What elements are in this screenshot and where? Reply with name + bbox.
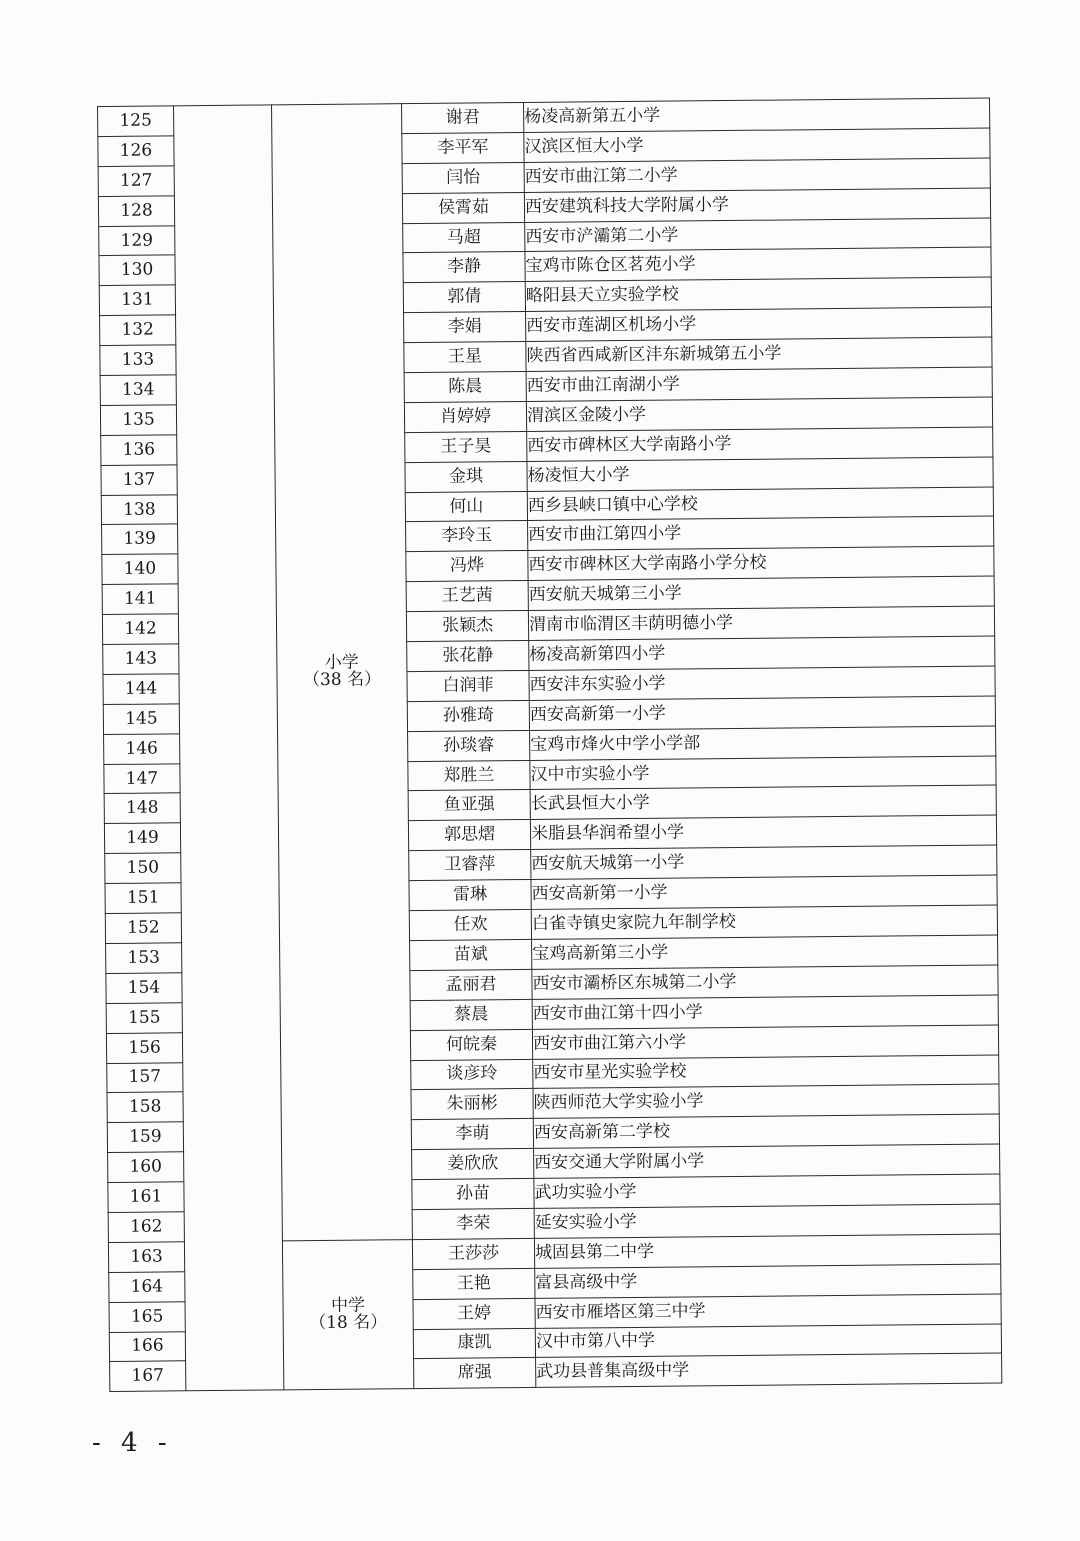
school-name: 白雀寺镇史家院九年制学校 xyxy=(531,905,997,939)
school-name: 西安航天城第一小学 xyxy=(531,845,997,879)
row-number: 126 xyxy=(98,136,174,167)
school-name: 西安市雁塔区第三中学 xyxy=(535,1294,1001,1328)
category-primary xyxy=(272,104,413,1241)
school-name: 富县高级中学 xyxy=(535,1264,1001,1298)
person-name: 孙雅琦 xyxy=(407,700,529,731)
person-name: 孙琰睿 xyxy=(408,730,530,761)
row-number: 133 xyxy=(100,345,176,376)
row-number: 154 xyxy=(106,973,182,1004)
person-name: 王子昊 xyxy=(405,431,527,462)
row-number: 139 xyxy=(102,524,178,555)
school-name: 延安实验小学 xyxy=(534,1204,1000,1238)
school-name: 西安市曲江第二小学 xyxy=(524,158,990,192)
row-number: 141 xyxy=(102,584,178,615)
row-number: 150 xyxy=(105,853,181,884)
row-number: 132 xyxy=(100,315,176,346)
person-name: 李娟 xyxy=(404,312,526,343)
person-name: 郭倩 xyxy=(403,282,525,313)
row-number: 143 xyxy=(103,644,179,675)
row-number: 137 xyxy=(101,465,177,496)
school-name: 渭南市临渭区丰荫明德小学 xyxy=(528,606,994,640)
school-name: 西安高新第一小学 xyxy=(531,875,997,909)
school-name: 宝鸡高新第三小学 xyxy=(532,935,998,969)
person-name: 李荣 xyxy=(412,1208,534,1239)
school-name: 城固县第二中学 xyxy=(534,1234,1000,1268)
row-number: 145 xyxy=(103,704,179,735)
row-number: 162 xyxy=(108,1212,184,1243)
row-number: 130 xyxy=(99,255,175,286)
person-name: 朱丽彬 xyxy=(411,1089,533,1120)
row-number: 155 xyxy=(106,1003,182,1034)
row-number: 146 xyxy=(104,734,180,765)
school-name: 武功实验小学 xyxy=(534,1174,1000,1208)
category-count: （38 名） xyxy=(302,669,382,691)
row-number: 129 xyxy=(99,225,175,256)
row-number: 159 xyxy=(107,1122,183,1153)
person-name: 冯烨 xyxy=(406,551,528,582)
person-name: 张颖杰 xyxy=(406,611,528,642)
roster-body xyxy=(98,98,1002,1392)
empty-group-cell xyxy=(174,105,284,1391)
person-name: 谈彦玲 xyxy=(411,1059,533,1090)
row-number: 158 xyxy=(107,1092,183,1123)
roster-table xyxy=(97,98,1002,1393)
person-name: 蔡晨 xyxy=(410,999,532,1030)
row-number: 152 xyxy=(105,913,181,944)
school-name: 汉中市实验小学 xyxy=(530,756,996,790)
row-number: 138 xyxy=(101,494,177,525)
person-name: 郑胜兰 xyxy=(408,760,530,791)
person-name: 肖婷婷 xyxy=(404,401,526,432)
person-name: 侯霄茹 xyxy=(402,192,524,223)
category-secondary xyxy=(282,1239,413,1390)
school-name: 西安市曲江南湖小学 xyxy=(526,367,992,401)
person-name: 张花静 xyxy=(407,640,529,671)
person-name: 马超 xyxy=(403,222,525,253)
school-name: 汉滨区恒大小学 xyxy=(524,128,990,162)
school-name: 长武县恒大小学 xyxy=(530,785,996,819)
school-name: 武功县普集高级中学 xyxy=(536,1353,1002,1387)
person-name: 王艺茜 xyxy=(406,581,528,612)
school-name: 西安高新第二学校 xyxy=(533,1114,999,1148)
person-name: 鱼亚强 xyxy=(408,790,530,821)
person-name: 康凯 xyxy=(413,1328,535,1359)
school-name: 宝鸡市陈仓区茗苑小学 xyxy=(525,247,991,281)
school-name: 米脂县华润希望小学 xyxy=(530,815,996,849)
person-name: 雷琳 xyxy=(409,880,531,911)
person-name: 金琪 xyxy=(405,461,527,492)
row-number: 128 xyxy=(98,196,174,227)
row-number: 144 xyxy=(103,674,179,705)
row-number: 156 xyxy=(106,1032,182,1063)
person-name: 王星 xyxy=(404,342,526,373)
row-number: 161 xyxy=(108,1182,184,1213)
school-name: 渭滨区金陵小学 xyxy=(526,397,992,431)
row-number: 153 xyxy=(106,943,182,974)
school-name: 西安建筑科技大学附属小学 xyxy=(524,188,990,222)
person-name: 郭思熠 xyxy=(408,820,530,851)
school-name: 陕西省西咸新区沣东新城第五小学 xyxy=(526,337,992,371)
school-name: 陕西师范大学实验小学 xyxy=(533,1084,999,1118)
row-number: 125 xyxy=(98,106,174,137)
school-name: 略阳县天立实验学校 xyxy=(525,277,991,311)
page-number: - 4 - xyxy=(92,1428,173,1458)
row-number: 166 xyxy=(109,1331,185,1362)
row-number: 165 xyxy=(109,1301,185,1332)
school-name: 西安市曲江第六小学 xyxy=(532,1025,998,1059)
person-name: 王艳 xyxy=(413,1268,535,1299)
person-name: 席强 xyxy=(414,1358,536,1389)
person-name: 白润菲 xyxy=(407,670,529,701)
school-name: 西安市浐灞第二小学 xyxy=(525,218,991,252)
school-name: 西安交通大学附属小学 xyxy=(534,1144,1000,1178)
person-name: 李玲玉 xyxy=(406,521,528,552)
person-name: 孟丽君 xyxy=(410,969,532,1000)
row-number: 157 xyxy=(107,1062,183,1093)
row-number: 147 xyxy=(104,763,180,794)
category-label: 小学 xyxy=(324,653,359,674)
school-name: 杨凌高新第五小学 xyxy=(524,98,990,132)
row-number: 134 xyxy=(100,375,176,406)
school-name: 杨凌高新第四小学 xyxy=(529,636,995,670)
person-name: 姜欣欣 xyxy=(412,1149,534,1180)
row-number: 142 xyxy=(102,614,178,645)
school-name: 西安市莲湖区机场小学 xyxy=(526,307,992,341)
school-name: 西乡县峡口镇中心学校 xyxy=(527,487,993,521)
row-number: 163 xyxy=(108,1242,184,1273)
row-number: 164 xyxy=(109,1272,185,1303)
school-name: 西安市曲江第十四小学 xyxy=(532,995,998,1029)
person-name: 李平军 xyxy=(402,132,524,163)
row-number: 131 xyxy=(99,285,175,316)
school-name: 杨凌恒大小学 xyxy=(527,457,993,491)
school-name: 西安高新第一小学 xyxy=(529,696,995,730)
person-name: 何皖秦 xyxy=(410,1029,532,1060)
school-name: 西安沣东实验小学 xyxy=(529,666,995,700)
person-name: 谢君 xyxy=(402,102,524,133)
school-name: 西安市灞桥区东城第二小学 xyxy=(532,965,998,999)
row-number: 148 xyxy=(104,793,180,824)
school-name: 西安航天城第三小学 xyxy=(528,576,994,610)
school-name: 汉中市第八中学 xyxy=(535,1323,1001,1357)
person-name: 孙苗 xyxy=(412,1178,534,1209)
row-number: 140 xyxy=(102,554,178,585)
person-name: 任欢 xyxy=(409,909,531,940)
category-count: （18 名） xyxy=(309,1312,388,1334)
person-name: 卫睿萍 xyxy=(409,850,531,881)
person-name: 王婷 xyxy=(413,1298,535,1329)
person-name: 李静 xyxy=(403,252,525,283)
school-name: 西安市曲江第四小学 xyxy=(528,516,994,550)
person-name: 李萌 xyxy=(411,1119,533,1150)
person-name: 王莎莎 xyxy=(412,1238,534,1269)
row-number: 160 xyxy=(108,1152,184,1183)
school-name: 西安市碑林区大学南路小学 xyxy=(527,427,993,461)
school-name: 宝鸡市烽火中学小学部 xyxy=(530,726,996,760)
row-number: 167 xyxy=(110,1361,186,1392)
person-name: 何山 xyxy=(405,491,527,522)
person-name: 苗斌 xyxy=(410,939,532,970)
row-number: 151 xyxy=(105,883,181,914)
school-name: 西安市碑林区大学南路小学分校 xyxy=(528,546,994,580)
person-name: 陈晨 xyxy=(404,371,526,402)
row-number: 135 xyxy=(100,405,176,436)
row-number: 136 xyxy=(101,435,177,466)
row-number: 127 xyxy=(98,166,174,197)
school-name: 西安市星光实验学校 xyxy=(533,1054,999,1088)
category-label: 中学 xyxy=(330,1295,366,1316)
person-name: 闫怡 xyxy=(402,162,524,193)
row-number: 149 xyxy=(104,823,180,854)
